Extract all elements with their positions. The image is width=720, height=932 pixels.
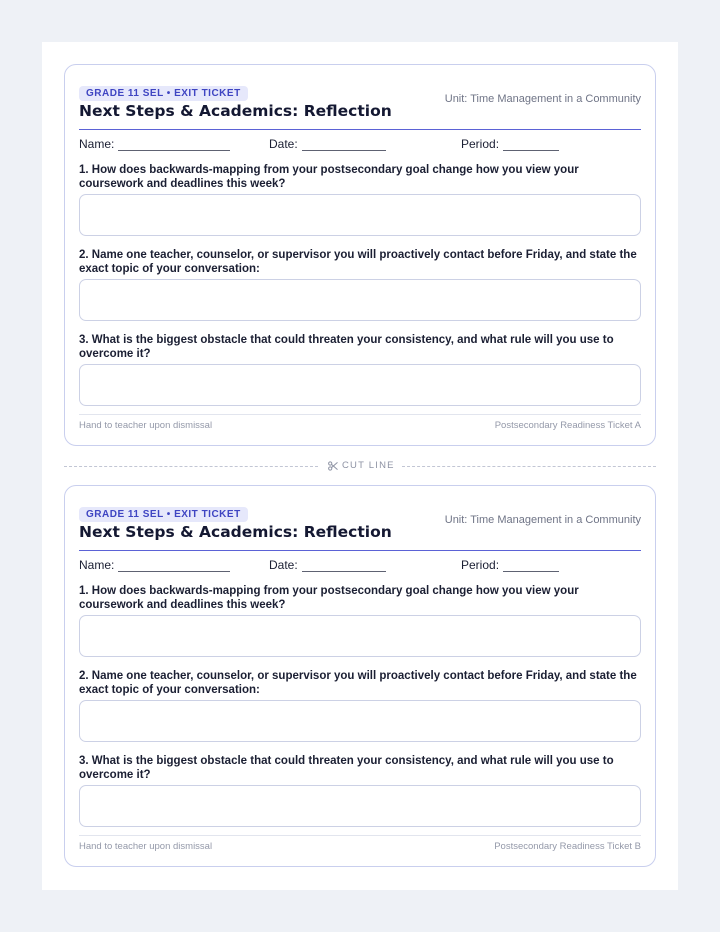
date-field[interactable] (269, 558, 386, 572)
footer-ticket-id: Postsecondary Readiness Ticket B (494, 841, 641, 852)
cut-dash-left (64, 466, 318, 467)
footer-instruction: Hand to teacher upon dismissal (79, 841, 213, 852)
unit-label: Unit: Time Management in a Community (444, 514, 641, 526)
scissors-icon (328, 461, 338, 471)
student-info-fields (79, 133, 641, 157)
ticket-header (79, 504, 641, 550)
answer-box-1[interactable] (79, 615, 641, 657)
name-field[interactable] (79, 137, 230, 151)
answer-box-3[interactable] (79, 785, 641, 827)
ticket-footer (79, 414, 641, 431)
period-blank[interactable] (503, 141, 559, 151)
header-divider (79, 129, 641, 130)
question-3: 3. What is the biggest obstacle that could threaten your consistency, and what rule will you use to overcome it? (79, 755, 614, 781)
header-divider (79, 550, 641, 551)
exit-ticket-a (64, 64, 656, 446)
question-2: 2. Name one teacher, counselor, or supervisor you will proactively contact before Friday, and state the exact topic of your conversation: (79, 249, 637, 275)
date-field[interactable] (269, 137, 386, 151)
answer-box-2[interactable] (79, 279, 641, 321)
question-1: 1. How does backwards-mapping from your postsecondary goal change how you view your coursework and deadlines this week? (79, 164, 579, 190)
footer-ticket-id: Postsecondary Readiness Ticket A (494, 420, 641, 431)
period-blank[interactable] (503, 562, 559, 572)
ticket-footer (79, 835, 641, 852)
question-1: 1. How does backwards-mapping from your postsecondary goal change how you view your coursework and deadlines this week? (79, 585, 579, 611)
exit-ticket-b (64, 485, 656, 867)
footer-instruction: Hand to teacher upon dismissal (79, 420, 213, 431)
answer-box-1[interactable] (79, 194, 641, 236)
period-label: Period: (461, 137, 500, 151)
ticket-header (79, 83, 641, 129)
grade-badge: GRADE 11 SEL • EXIT TICKET (79, 507, 248, 522)
name-blank[interactable] (118, 141, 230, 151)
cut-line-text: CUT LINE (342, 460, 395, 471)
cut-line-label (328, 460, 395, 471)
answer-box-3[interactable] (79, 364, 641, 406)
cut-line (64, 460, 656, 472)
question-3: 3. What is the biggest obstacle that could threaten your consistency, and what rule will you use to overcome it? (79, 334, 614, 360)
ticket-title: Next Steps & Academics: Reflection (79, 102, 392, 120)
date-label: Date: (269, 558, 298, 572)
student-info-fields (79, 554, 641, 578)
cut-dash-right (402, 466, 656, 467)
unit-label: Unit: Time Management in a Community (444, 93, 641, 105)
worksheet-page (42, 42, 678, 890)
question-2: 2. Name one teacher, counselor, or supervisor you will proactively contact before Friday, and state the exact topic of your conversation: (79, 670, 637, 696)
date-blank[interactable] (302, 562, 386, 572)
name-label: Name: (79, 558, 115, 572)
answer-box-2[interactable] (79, 700, 641, 742)
period-field[interactable] (461, 558, 559, 572)
name-field[interactable] (79, 558, 230, 572)
period-label: Period: (461, 558, 500, 572)
period-field[interactable] (461, 137, 559, 151)
date-label: Date: (269, 137, 298, 151)
name-blank[interactable] (118, 562, 230, 572)
date-blank[interactable] (302, 141, 386, 151)
grade-badge: GRADE 11 SEL • EXIT TICKET (79, 86, 248, 101)
ticket-title: Next Steps & Academics: Reflection (79, 523, 392, 541)
name-label: Name: (79, 137, 115, 151)
